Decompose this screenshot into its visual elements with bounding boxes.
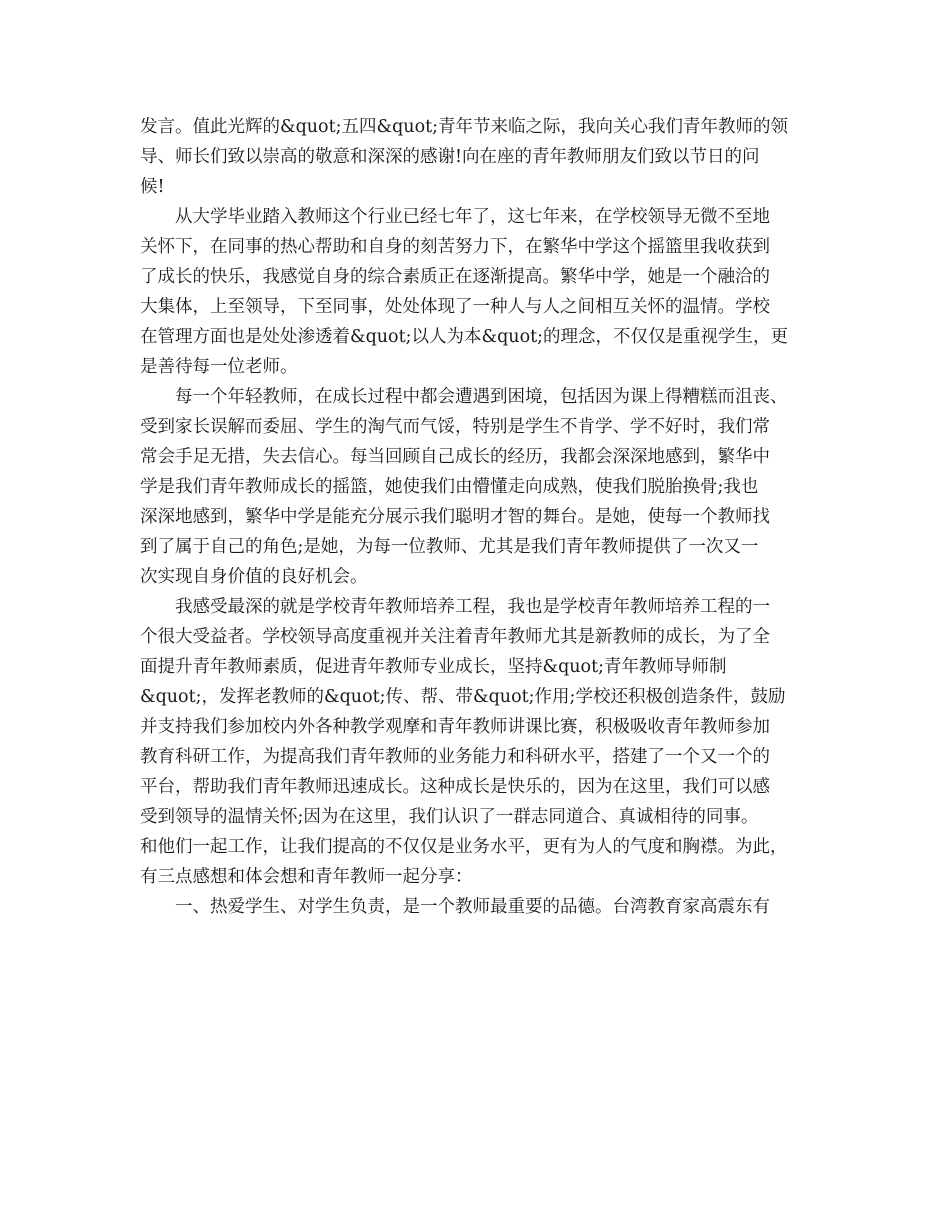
text-line: 平台，帮助我们青年教师迅速成长。这种成长是快乐的，因为在这里，我们可以感 [140,777,770,797]
paragraph-5 [140,892,840,922]
text-line: 受到领导的温情关怀;因为在这里，我们认识了一群志同道合、真诚相待的同事。 [140,807,759,827]
text-line: 在管理方面也是处处渗透着&quot;以人为本&quot;的理念，不仅仅是重视学生，更 [140,327,789,347]
text-line: 我感受最深的就是学校青年教师培养工程，我也是学校青年教师培养工程的一 [175,597,770,617]
text-line: &quot;，发挥老教师的&quot;传、帮、带&quot;作用;学校还积极创造条件，鼓励 [140,687,786,707]
text-line: 深深地感到，繁华中学是能充分展示我们聪明才智的舞台。是她，使每一个教师找 [140,507,770,527]
text-line: 导、师长们致以崇高的敬意和深深的感谢!向在座的青年教师朋友们致以节日的问 [140,147,760,167]
text-line: 是善待每一位老师。 [140,357,298,377]
text-line: 候! [140,177,165,197]
text-line: 了成长的快乐，我感觉自身的综合素质正在逐渐提高。繁华中学，她是一个融洽的 [140,267,770,287]
paragraph-2 [140,202,840,382]
paragraph-3 [140,382,840,592]
text-line: 个很大受益者。学校领导高度重视并关注着青年教师尤其是新教师的成长，为了全 [140,627,770,647]
text-line: 到了属于自己的角色;是她，为每一位教师、尤其是我们青年教师提供了一次又一 [140,537,759,557]
text-line: 常会手足无措，失去信心。每当回顾自己成长的经历，我都会深深地感到，繁华中 [140,447,770,467]
text-line: 每一个年轻教师，在成长过程中都会遭遇到困境，包括因为课上得糟糕而沮丧、 [175,387,788,407]
paragraph-4 [140,592,840,892]
paragraph-1 [140,112,840,202]
text-line: 并支持我们参加校内外各种教学观摩和青年教师讲课比赛，积极吸收青年教师参加 [140,717,770,737]
text-line: 面提升青年教师素质，促进青年教师专业成长，坚持&quot;青年教师导师制 [140,657,727,677]
text-line: 从大学毕业踏入教师这个行业已经七年了，这七年来，在学校领导无微不至地 [175,207,770,227]
document-body [140,112,840,922]
text-line: 学是我们青年教师成长的摇篮，她使我们由懵懂走向成熟，使我们脱胎换骨;我也 [140,477,759,497]
text-line: 和他们一起工作，让我们提高的不仅仅是业务水平，更有为人的气度和胸襟。为此， [140,837,788,857]
text-line: 发言。值此光辉的&quot;五四&quot;青年节来临之际，我向关心我们青年教师的领 [140,117,789,137]
text-line: 有三点感想和体会想和青年教师一起分享： [140,867,473,887]
text-line: 关怀下，在同事的热心帮助和自身的刻苦努力下，在繁华中学这个摇篮里我收获到 [140,237,770,257]
text-line: 一、热爱学生、对学生负责，是一个教师最重要的品德。台湾教育家高震东有 [175,897,770,917]
text-line: 大集体，上至领导，下至同事，处处体现了一种人与人之间相互关怀的温情。学校 [140,297,770,317]
text-line: 次实现自身价值的良好机会。 [140,567,368,587]
text-line: 受到家长误解而委屈、学生的淘气而气馁，特别是学生不肯学、学不好时，我们常 [140,417,770,437]
text-line: 教育科研工作，为提高我们青年教师的业务能力和科研水平，搭建了一个又一个的 [140,747,770,767]
